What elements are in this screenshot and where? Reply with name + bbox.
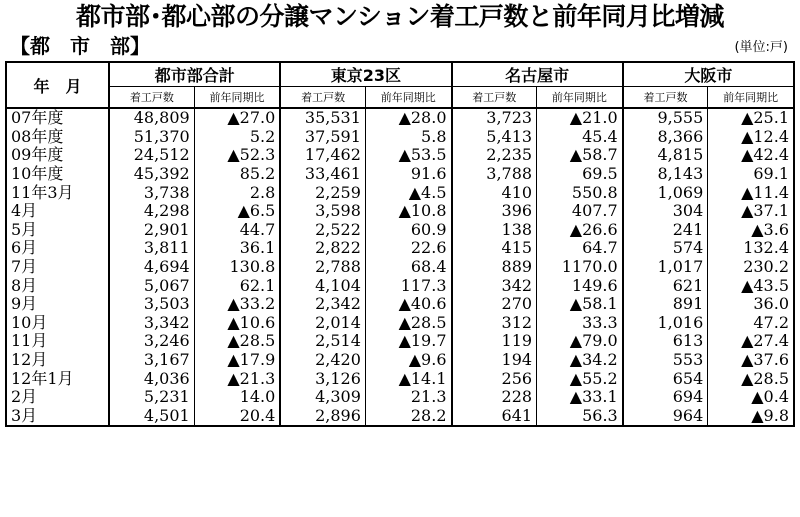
cell-yoy: ▲43.5 — [708, 276, 794, 295]
cell-starts: 2,901 — [109, 221, 194, 240]
cell-starts: 48,809 — [109, 108, 194, 128]
cell-yoy: ▲4.5 — [365, 183, 451, 202]
cell-starts: 3,503 — [109, 295, 194, 314]
cell-yoy: 47.2 — [708, 314, 794, 333]
cell-starts: 45,392 — [109, 165, 194, 184]
cell-yoy: ▲33.2 — [194, 295, 280, 314]
cell-yoy: 60.9 — [365, 221, 451, 240]
cell-yoy: ▲17.9 — [194, 351, 280, 370]
cell-starts: 410 — [452, 183, 537, 202]
cell-starts: 2,522 — [280, 221, 365, 240]
cell-starts: 654 — [623, 369, 708, 388]
cell-starts: 3,723 — [452, 108, 537, 128]
cell-yoy: ▲6.5 — [194, 202, 280, 221]
header-yoy: 前年同期比 — [537, 87, 623, 109]
cell-yoy: 407.7 — [537, 202, 623, 221]
cell-yoy: 14.0 — [194, 388, 280, 407]
cell-yoy: ▲19.7 — [365, 332, 451, 351]
cell-starts: 138 — [452, 221, 537, 240]
row-label: 09年度 — [6, 146, 109, 165]
cell-yoy: 64.7 — [537, 239, 623, 258]
cell-starts: 342 — [452, 276, 537, 295]
cell-yoy: 91.6 — [365, 165, 451, 184]
cell-yoy: 36.0 — [708, 295, 794, 314]
cell-yoy: ▲10.8 — [365, 202, 451, 221]
cell-starts: 2,342 — [280, 295, 365, 314]
cell-starts: 964 — [623, 407, 708, 427]
cell-yoy: 62.1 — [194, 276, 280, 295]
table-row — [6, 369, 794, 388]
cell-yoy: 5.2 — [194, 128, 280, 147]
cell-starts: 2,014 — [280, 314, 365, 333]
cell-yoy: ▲37.6 — [708, 351, 794, 370]
cell-yoy: ▲58.7 — [537, 146, 623, 165]
cell-starts: 613 — [623, 332, 708, 351]
header-starts: 着工戸数 — [280, 87, 365, 109]
cell-starts: 4,298 — [109, 202, 194, 221]
cell-yoy: ▲33.1 — [537, 388, 623, 407]
cell-starts: 51,370 — [109, 128, 194, 147]
header-group-tokyo23: 東京23区 — [280, 62, 451, 87]
cell-yoy: ▲79.0 — [537, 332, 623, 351]
cell-yoy: ▲42.4 — [708, 146, 794, 165]
cell-starts: 4,501 — [109, 407, 194, 427]
cell-starts: 5,231 — [109, 388, 194, 407]
row-label: 10年度 — [6, 165, 109, 184]
cell-starts: 415 — [452, 239, 537, 258]
cell-yoy: 550.8 — [537, 183, 623, 202]
cell-starts: 3,811 — [109, 239, 194, 258]
header-starts: 着工戸数 — [623, 87, 708, 109]
cell-starts: 24,512 — [109, 146, 194, 165]
cell-yoy: ▲27.4 — [708, 332, 794, 351]
row-label: 08年度 — [6, 128, 109, 147]
cell-yoy: ▲11.4 — [708, 183, 794, 202]
cell-starts: 2,259 — [280, 183, 365, 202]
cell-starts: 553 — [623, 351, 708, 370]
cell-yoy: 5.8 — [365, 128, 451, 147]
cell-starts: 2,822 — [280, 239, 365, 258]
row-label: 11月 — [6, 332, 109, 351]
row-label: 5月 — [6, 221, 109, 240]
cell-starts: 270 — [452, 295, 537, 314]
cell-starts: 3,167 — [109, 351, 194, 370]
cell-starts: 5,067 — [109, 276, 194, 295]
cell-yoy: 85.2 — [194, 165, 280, 184]
cell-starts: 3,788 — [452, 165, 537, 184]
cell-yoy: ▲10.6 — [194, 314, 280, 333]
table-row — [6, 128, 794, 147]
cell-starts: 4,694 — [109, 258, 194, 277]
cell-yoy: ▲0.4 — [708, 388, 794, 407]
cell-starts: 2,420 — [280, 351, 365, 370]
cell-starts: 3,246 — [109, 332, 194, 351]
cell-starts: 2,235 — [452, 146, 537, 165]
cell-yoy: 21.3 — [365, 388, 451, 407]
cell-starts: 8,366 — [623, 128, 708, 147]
cell-starts: 889 — [452, 258, 537, 277]
cell-yoy: 69.5 — [537, 165, 623, 184]
cell-starts: 5,413 — [452, 128, 537, 147]
row-label: 12年1月 — [6, 369, 109, 388]
table-row — [6, 146, 794, 165]
cell-starts: 1,016 — [623, 314, 708, 333]
table-row — [6, 295, 794, 314]
cell-starts: 3,598 — [280, 202, 365, 221]
cell-yoy: ▲53.5 — [365, 146, 451, 165]
cell-yoy: 28.2 — [365, 407, 451, 427]
cell-starts: 2,788 — [280, 258, 365, 277]
table-row — [6, 202, 794, 221]
page-title: 都市部･都心部の分譲マンション着工戸数と前年同月比増減 — [76, 2, 724, 31]
housing-starts-table — [5, 61, 795, 427]
cell-yoy: 149.6 — [537, 276, 623, 295]
cell-yoy: 132.4 — [708, 239, 794, 258]
table-row — [6, 351, 794, 370]
cell-yoy: ▲26.6 — [537, 221, 623, 240]
header-yoy: 前年同期比 — [708, 87, 794, 109]
header-yoy: 前年同期比 — [365, 87, 451, 109]
header-year-month: 年 月 — [6, 62, 109, 108]
cell-yoy: ▲55.2 — [537, 369, 623, 388]
table-row — [6, 165, 794, 184]
cell-yoy: ▲9.6 — [365, 351, 451, 370]
cell-yoy: ▲58.1 — [537, 295, 623, 314]
cell-starts: 194 — [452, 351, 537, 370]
cell-yoy: ▲28.0 — [365, 108, 451, 128]
cell-yoy: ▲28.5 — [194, 332, 280, 351]
row-label: 3月 — [6, 407, 109, 427]
cell-starts: 396 — [452, 202, 537, 221]
table-row — [6, 314, 794, 333]
cell-starts: 2,514 — [280, 332, 365, 351]
cell-starts: 4,104 — [280, 276, 365, 295]
cell-yoy: 22.6 — [365, 239, 451, 258]
header-group-nagoya: 名古屋市 — [452, 62, 623, 87]
cell-starts: 33,461 — [280, 165, 365, 184]
cell-yoy: 230.2 — [708, 258, 794, 277]
cell-yoy: ▲28.5 — [365, 314, 451, 333]
cell-starts: 621 — [623, 276, 708, 295]
cell-yoy: ▲3.6 — [708, 221, 794, 240]
cell-yoy: 68.4 — [365, 258, 451, 277]
table-row — [6, 388, 794, 407]
cell-yoy: 117.3 — [365, 276, 451, 295]
row-label: 11年3月 — [6, 183, 109, 202]
cell-starts: 312 — [452, 314, 537, 333]
cell-starts: 8,143 — [623, 165, 708, 184]
row-label: 12月 — [6, 351, 109, 370]
cell-yoy: ▲40.6 — [365, 295, 451, 314]
cell-starts: 2,896 — [280, 407, 365, 427]
cell-yoy: ▲14.1 — [365, 369, 451, 388]
row-label: 10月 — [6, 314, 109, 333]
cell-starts: 641 — [452, 407, 537, 427]
cell-starts: 304 — [623, 202, 708, 221]
header-starts: 着工戸数 — [452, 87, 537, 109]
cell-yoy: ▲52.3 — [194, 146, 280, 165]
cell-yoy: 2.8 — [194, 183, 280, 202]
row-label: 6月 — [6, 239, 109, 258]
header-group-urban-total: 都市部合計 — [109, 62, 280, 87]
cell-yoy: ▲21.0 — [537, 108, 623, 128]
cell-starts: 228 — [452, 388, 537, 407]
cell-starts: 891 — [623, 295, 708, 314]
header-yoy: 前年同期比 — [194, 87, 280, 109]
cell-yoy: 33.3 — [537, 314, 623, 333]
section-heading: 【都 市 部】 — [10, 34, 150, 58]
unit-note: (単位:戸) — [734, 40, 788, 55]
cell-yoy: ▲9.8 — [708, 407, 794, 427]
cell-starts: 256 — [452, 369, 537, 388]
cell-starts: 3,126 — [280, 369, 365, 388]
cell-yoy: 45.4 — [537, 128, 623, 147]
table-row — [6, 239, 794, 258]
cell-yoy: 44.7 — [194, 221, 280, 240]
row-label: 8月 — [6, 276, 109, 295]
cell-starts: 119 — [452, 332, 537, 351]
header-starts: 着工戸数 — [109, 87, 194, 109]
cell-starts: 694 — [623, 388, 708, 407]
cell-yoy: 130.8 — [194, 258, 280, 277]
cell-starts: 1,017 — [623, 258, 708, 277]
cell-yoy: ▲37.1 — [708, 202, 794, 221]
table-row — [6, 183, 794, 202]
cell-starts: 3,342 — [109, 314, 194, 333]
cell-starts: 35,531 — [280, 108, 365, 128]
cell-yoy: ▲34.2 — [537, 351, 623, 370]
row-label: 07年度 — [6, 108, 109, 128]
cell-yoy: 1170.0 — [537, 258, 623, 277]
cell-yoy: 20.4 — [194, 407, 280, 427]
cell-starts: 3,738 — [109, 183, 194, 202]
cell-yoy: ▲27.0 — [194, 108, 280, 128]
cell-starts: 17,462 — [280, 146, 365, 165]
table-row — [6, 258, 794, 277]
row-label: 2月 — [6, 388, 109, 407]
table-row — [6, 221, 794, 240]
cell-yoy: 69.1 — [708, 165, 794, 184]
cell-yoy: ▲28.5 — [708, 369, 794, 388]
cell-yoy: 56.3 — [537, 407, 623, 427]
header-group-osaka: 大阪市 — [623, 62, 794, 87]
cell-starts: 37,591 — [280, 128, 365, 147]
cell-starts: 4,815 — [623, 146, 708, 165]
cell-yoy: ▲21.3 — [194, 369, 280, 388]
table-row — [6, 276, 794, 295]
cell-starts: 1,069 — [623, 183, 708, 202]
row-label: 9月 — [6, 295, 109, 314]
table-row — [6, 407, 794, 427]
cell-yoy: 36.1 — [194, 239, 280, 258]
cell-starts: 9,555 — [623, 108, 708, 128]
cell-yoy: ▲25.1 — [708, 108, 794, 128]
cell-starts: 4,309 — [280, 388, 365, 407]
row-label: 7月 — [6, 258, 109, 277]
cell-starts: 4,036 — [109, 369, 194, 388]
row-label: 4月 — [6, 202, 109, 221]
cell-yoy: ▲12.4 — [708, 128, 794, 147]
cell-starts: 574 — [623, 239, 708, 258]
table-row — [6, 332, 794, 351]
table-row — [6, 108, 794, 128]
cell-starts: 241 — [623, 221, 708, 240]
table-body — [6, 108, 794, 426]
